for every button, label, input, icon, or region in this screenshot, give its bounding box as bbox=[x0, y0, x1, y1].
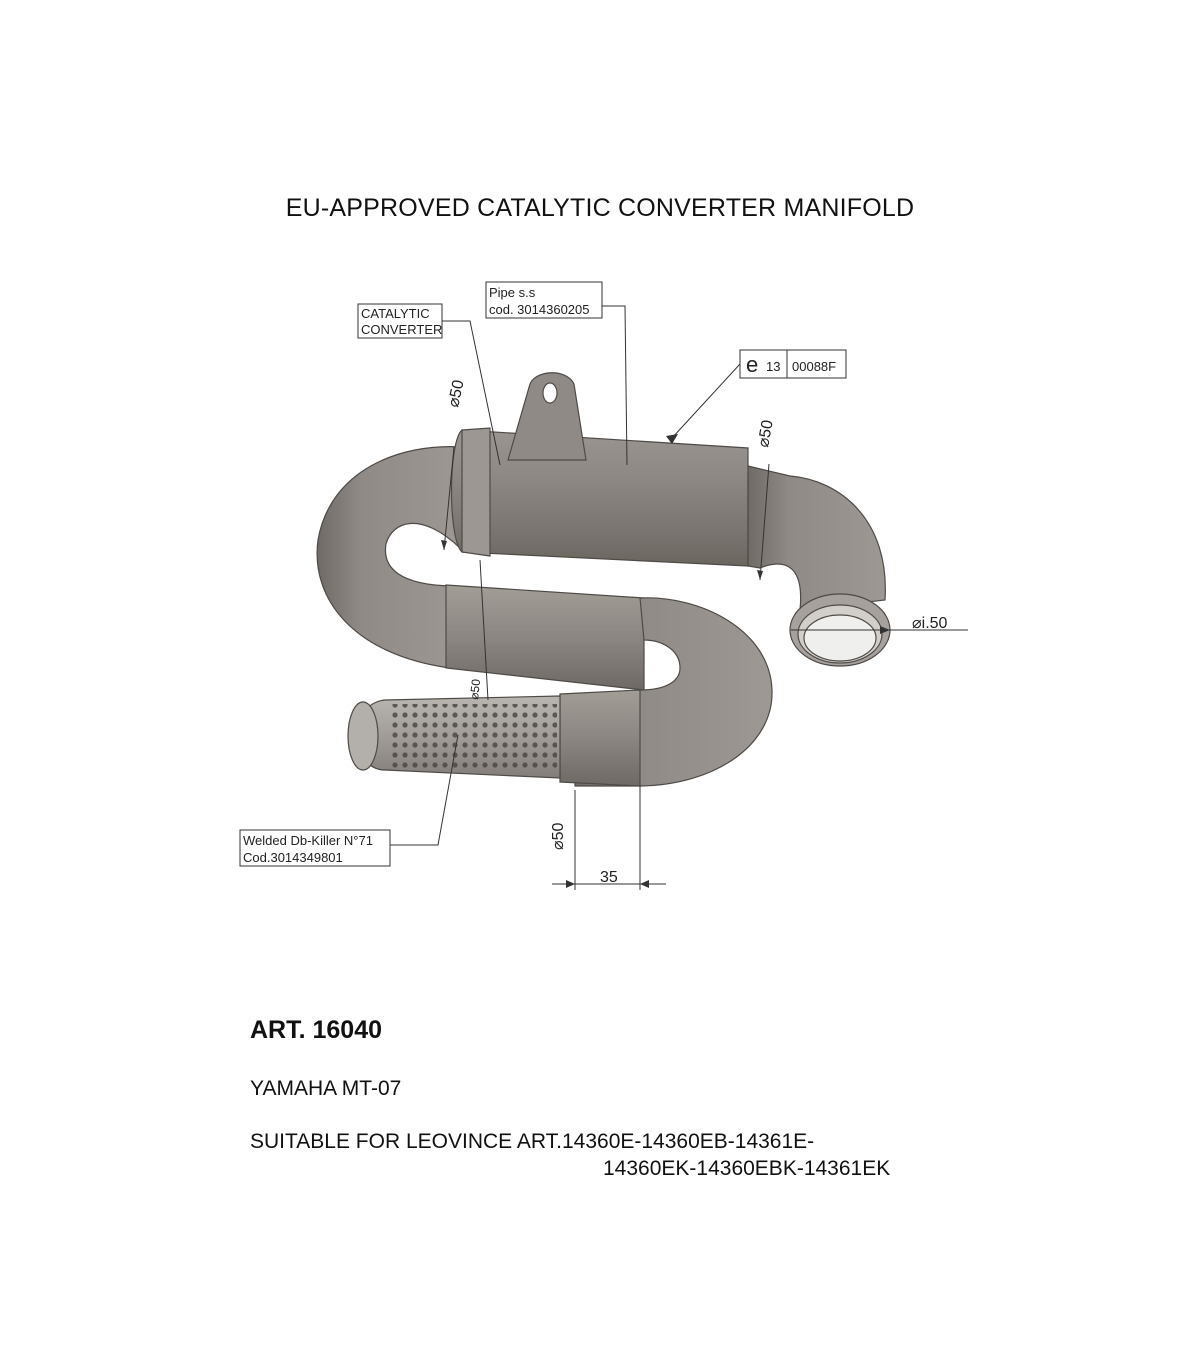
catalytic-label-2: CONVERTER bbox=[361, 322, 443, 337]
approval-code: 00088F bbox=[792, 359, 837, 374]
dimension-mid-dia: ⌀50 bbox=[467, 678, 484, 701]
drawing-title: EU-APPROVED CATALYTIC CONVERTER MANIFOLD bbox=[285, 194, 915, 222]
pipe-label-1: Pipe s.s bbox=[489, 285, 536, 300]
article-number: ART. 16040 bbox=[250, 1016, 383, 1044]
approval-leader bbox=[672, 364, 740, 438]
dimension-inner-dia: ⌀i.50 bbox=[912, 615, 948, 632]
dbkiller-label-2: Cod.3014349801 bbox=[243, 850, 343, 865]
dimension-inlet-dia: ⌀50 bbox=[445, 378, 468, 409]
dimension-outlet-dia: ⌀50 bbox=[755, 418, 777, 449]
dimension-length: 35 bbox=[600, 869, 618, 886]
manifold-body bbox=[317, 373, 890, 786]
compatibility-line-2: 14360EK-14360EBK-14361EK bbox=[603, 1157, 891, 1180]
compatibility-line-1: SUITABLE FOR LEOVINCE ART.14360E-14360EB-14361E- bbox=[250, 1130, 815, 1153]
approval-region: 13 bbox=[766, 359, 781, 374]
dimension-bottom-dia: ⌀50 bbox=[550, 822, 567, 850]
catalytic-label-1: CATALYTIC bbox=[361, 306, 430, 321]
approval-e-mark: e bbox=[746, 352, 759, 377]
dbkiller-label-1: Welded Db-Killer N°71 bbox=[243, 833, 373, 848]
vehicle-model: YAMAHA MT-07 bbox=[250, 1077, 402, 1100]
pipe-label-2: cod. 3014360205 bbox=[489, 302, 590, 317]
